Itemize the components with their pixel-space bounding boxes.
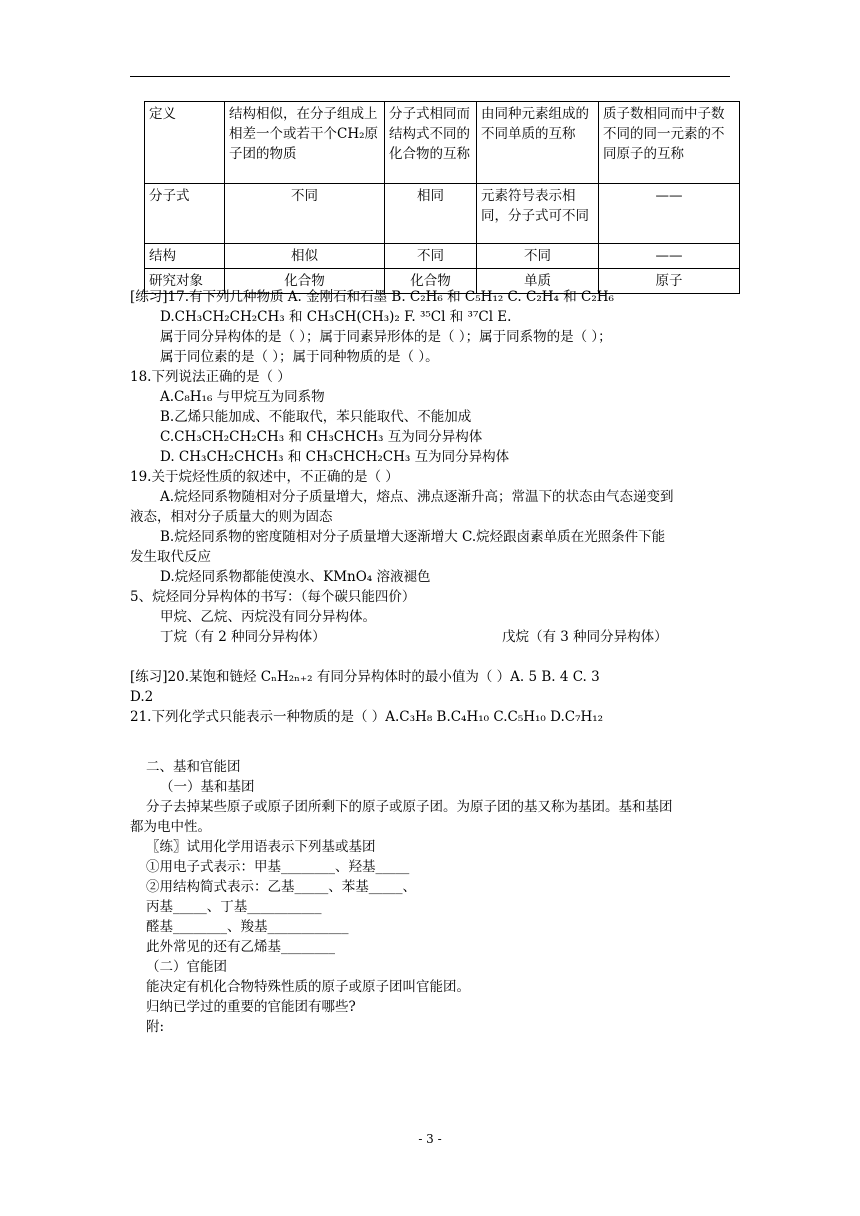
comparison-table: [144, 101, 740, 294]
header-rule: [130, 76, 730, 77]
definition-text: 分子去掉某些原子或原子团所剩下的原子或原子团。为原子团的基又称为基团。基和基团: [146, 799, 673, 815]
exercise-19-option-a-cont: 液态，相对分子质量大的则为固态: [130, 509, 333, 525]
practice-title: 〖练〗试用化学用语表示下列基或基团: [146, 839, 376, 855]
isomer-writing-title: 5、烷烃同分异构体的书写：（每个碳只能四价）: [130, 589, 416, 605]
table-row: [145, 102, 740, 184]
page-number: - 3 -: [418, 1132, 442, 1146]
practice-item-1: ①用电子式表示：甲基________、羟基_____: [146, 859, 410, 875]
exercise-18-option-b: B.乙烯只能加成、不能取代，苯只能取代、不能加成: [160, 409, 472, 425]
exercise-18-title: 18.下列说法正确的是（ ）: [130, 369, 291, 385]
table-cell: 不同: [477, 244, 599, 269]
table-cell: 不同: [385, 244, 477, 269]
exercise-20-option-d: D.2: [130, 689, 154, 705]
row-label: 结构: [145, 244, 225, 269]
section-2-heading: 二、基和官能团: [146, 759, 241, 775]
exercise-17-options: D.CH₃CH₂CH₂CH₃ 和 CH₃CH(CH₃)₂ F. ³⁵Cl 和 ³⁷Cl E.: [160, 309, 512, 325]
table-row: [145, 184, 740, 244]
table-cell: 分子式相同而结构式不同的化合物的互称: [385, 102, 477, 184]
table-cell: 结构相似，在分子组成上相差一个或若干个CH₂原子团的物质: [225, 102, 385, 184]
table-cell: 单质: [477, 269, 599, 294]
table-cell: 化合物: [225, 269, 385, 294]
table-cell: ——: [599, 244, 740, 269]
exercise-20: [练习]20.某饱和链烃 CₙH₂ₙ₊₂ 有同分异构体时的最小值为（ ）A. 5 B. 4 C. 3: [130, 669, 600, 685]
practice-item-2: ②用结构简式表示：乙基_____、苯基_____、: [146, 879, 416, 895]
subsection-2-heading: （二）官能团: [146, 959, 227, 975]
table-cell: 不同: [225, 184, 385, 244]
table-cell: 元素符号表示相同，分子式可不同: [477, 184, 599, 244]
table-cell: ——: [599, 184, 740, 244]
table-cell: 原子: [599, 269, 740, 294]
exercise-19-title: 19.关于烷烃性质的叙述中，不正确的是（ ）: [130, 469, 399, 485]
table-cell: 化合物: [385, 269, 477, 294]
table-row: [145, 244, 740, 269]
practice-item-5: 此外常见的还有乙烯基________: [146, 939, 335, 955]
subsection-1-heading: （一）基和基团: [160, 779, 255, 795]
functional-group-definition: 能决定有机化合物特殊性质的原子或原子团叫官能团。: [146, 979, 470, 995]
row-label: 定义: [145, 102, 225, 184]
functional-group-question: 归纳已学过的重要的官能团有哪些?: [146, 999, 356, 1015]
definition-text-cont: 都为电中性。: [130, 819, 211, 835]
practice-item-4: 醛基________、羧基____________: [146, 919, 349, 935]
exercise-21: 21.下列化学式只能表示一种物质的是（ ）A.C₃H₈ B.C₄H₁₀ C.C₅H₁₀ D.C₇H₁₂: [130, 709, 604, 725]
exercise-19-option-b: B.烷烃同系物的密度随相对分子质量增大逐渐增大 C.烷烃跟卤素单质在光照条件下能: [160, 529, 666, 545]
butane-isomers: 丁烷（有 2 种同分异构体）: [160, 629, 326, 645]
exercise-17-question-1: 属于同分异构体的是（ ）；属于同素异形体的是（ ）；属于同系物的是（ ）；: [160, 329, 612, 345]
exercise-18-option-a: A.C₈H₁₆ 与甲烷互为同系物: [160, 389, 325, 405]
practice-item-3: 丙基_____、丁基___________: [146, 899, 322, 915]
table-cell: 质子数相同而中子数不同的同一元素的不同原子的互称: [599, 102, 740, 184]
exercise-19-option-a: A.烷烃同系物随相对分子质量增大，熔点、沸点逐渐升高；常温下的状态由气态递变到: [160, 489, 674, 505]
appendix-label: 附:: [146, 1019, 165, 1035]
row-label: 研究对象: [145, 269, 225, 294]
table-cell: 相似: [225, 244, 385, 269]
exercise-19-option-c-cont: 发生取代反应: [130, 549, 211, 565]
exercise-19-option-d: D.烷烃同系物都能使溴水、KMnO₄ 溶液褪色: [160, 569, 431, 585]
exercise-17-question-2: 属于同位素的是（ ）；属于同种物质的是（ ）。: [160, 349, 439, 365]
table-cell: 相同: [385, 184, 477, 244]
exercise-18-option-c: C.CH₃CH₂CH₂CH₃ 和 CH₃CHCH₃ 互为同分异构体: [160, 429, 483, 445]
table-cell: 由同种元素组成的不同单质的互称: [477, 102, 599, 184]
exercise-18-option-d: D. CH₃CH₂CHCH₃ 和 CH₃CHCH₂CH₃ 互为同分异构体: [160, 449, 510, 465]
exercise-17-title: [练习]17.有下列几种物质 A. 金刚石和石墨 B. C₂H₆ 和 C₅H₁₂ C. C₂H₄ 和 C₂H₆: [130, 289, 614, 305]
isomer-note: 甲烷、乙烷、丙烷没有同分异构体。: [160, 609, 376, 625]
row-label: 分子式: [145, 184, 225, 244]
pentane-isomers: 戊烷（有 3 种同分异构体）: [502, 629, 668, 645]
